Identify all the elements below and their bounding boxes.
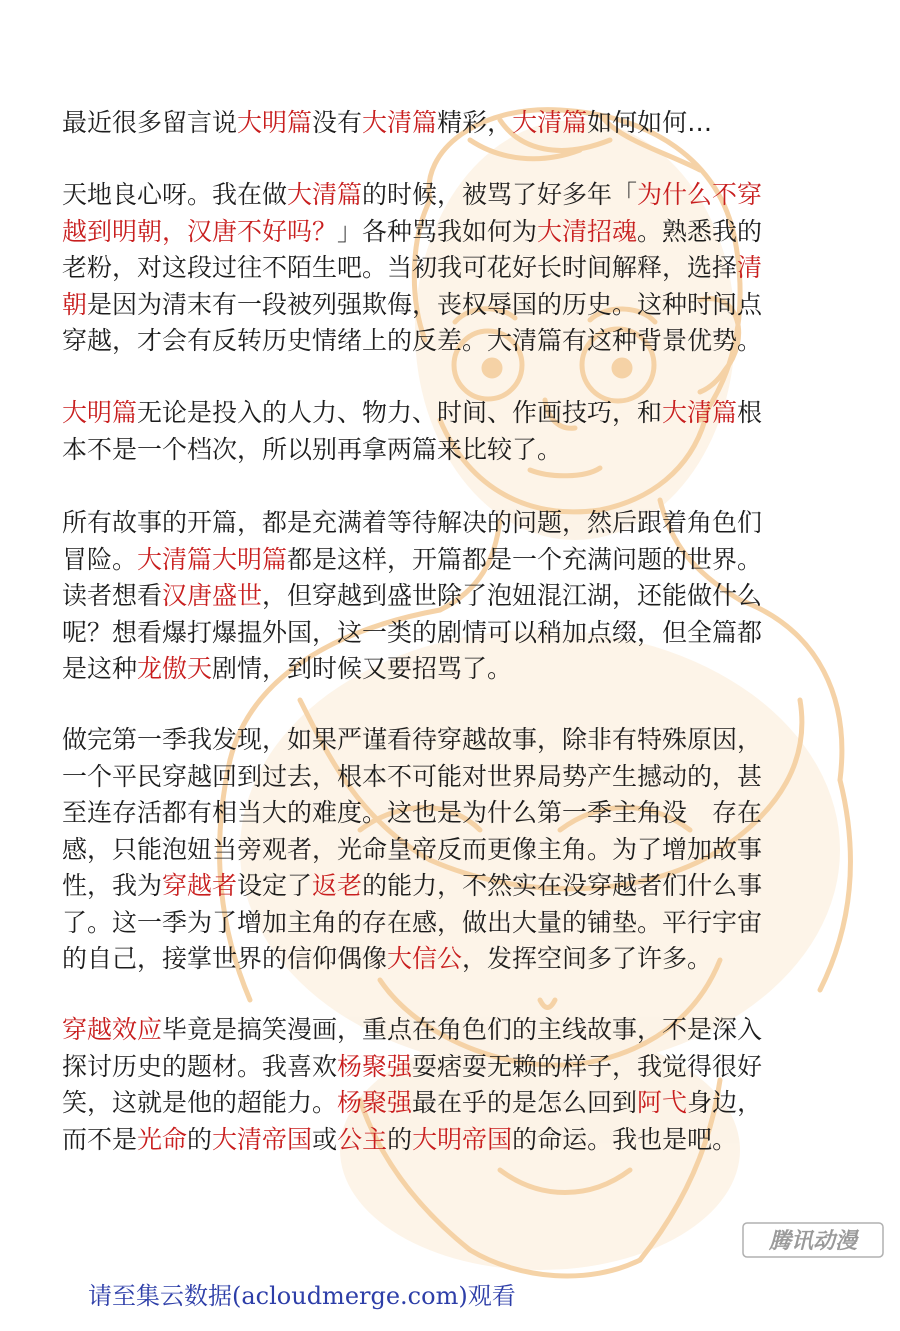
text-segment: 都是这样，开篇都是一个充满问题的世界。	[287, 544, 763, 574]
highlighted-term: 穿越者	[162, 871, 238, 900]
text-segment: 毕竟是搞笑漫画，重点在角色们的主线故事，不是深入	[162, 1015, 763, 1044]
highlighted-term: 龙傲天	[137, 654, 213, 683]
text-segment: 性，我为	[62, 871, 163, 900]
text-segment: 感，只能泡妞当旁观者，光命皇帝反而更像主角。为了增加故事	[62, 834, 763, 864]
text-segment: 没有	[312, 108, 363, 137]
highlighted-term: 清	[737, 253, 763, 282]
paragraph	[62, 1012, 762, 1158]
text-segment: 天地良心呀。我在做	[62, 180, 288, 209]
text-segment: 」各种骂我如何为	[337, 216, 538, 246]
text-segment: 而不是	[62, 1124, 138, 1154]
source-footer-text: 请至集云数据(acloudmerge.com)观看	[88, 1282, 516, 1310]
highlighted-term: 为什么不穿	[637, 180, 763, 209]
highlighted-term: 大清篇	[362, 108, 438, 137]
text-segment: 是这种	[62, 654, 138, 683]
text-line	[62, 941, 762, 978]
highlighted-term: 大清招魂	[537, 216, 638, 246]
highlighted-term: 杨聚强	[337, 1051, 413, 1081]
text-segment: ，但穿越到盛世除了泡妞混江湖，还能做什么	[262, 581, 763, 610]
text-segment: 根	[737, 398, 763, 427]
svg-text:腾讯动漫: 腾讯动漫	[768, 1229, 858, 1254]
text-line	[62, 795, 762, 832]
text-line	[62, 505, 762, 542]
highlighted-term: 大明篇	[237, 108, 313, 137]
text-line	[62, 1012, 762, 1049]
text-segment: 所有故事的开篇，都是充满着等待解决的问题，然后跟着角色们	[62, 508, 763, 537]
text-line	[62, 323, 762, 360]
text-segment: 的	[187, 1124, 213, 1154]
highlighted-term: 光命	[137, 1124, 188, 1154]
text-segment: 是因为清末有一段被列强欺侮，丧权辱国的历史。这种时间点	[87, 289, 763, 319]
highlighted-term: 公主	[337, 1124, 388, 1154]
highlighted-term: 大明帝国	[412, 1124, 513, 1154]
text-line	[62, 651, 762, 688]
text-segment: 耍痞耍无赖的样子，我觉得很好	[412, 1051, 763, 1081]
text-line	[62, 868, 762, 905]
text-line	[62, 905, 762, 942]
tencent-comics-watermark-logo	[742, 1222, 884, 1258]
highlighted-term: 汉唐盛世	[162, 581, 263, 610]
highlighted-term: 大清篇	[287, 180, 363, 209]
text-line	[62, 578, 762, 615]
highlighted-term: 穿越效应	[62, 1015, 163, 1044]
text-segment: 了。这一季为了增加主角的存在感，做出大量的铺垫。平行宇宙	[62, 907, 763, 937]
text-segment: 穿越，才会有反转历史情绪上的反差。大清篇有这种背景优势。	[62, 326, 763, 355]
text-line	[62, 1122, 762, 1159]
text-segment: 精彩，	[437, 108, 513, 137]
text-segment: 的能力，不然实在没穿越者们什么事	[362, 871, 763, 900]
text-line	[62, 432, 762, 469]
text-line	[62, 287, 762, 324]
highlighted-term: 大清篇大明篇	[137, 544, 288, 574]
text-segment: 呢？想看爆打爆揾外国，这一类的剧情可以稍加点缀，但全篇都	[62, 617, 763, 647]
paragraph	[62, 177, 762, 360]
text-line	[62, 105, 712, 142]
text-segment: 老粉，对这段过往不陌生吧。当初我可花好长时间解释，选择	[62, 253, 738, 282]
text-line	[62, 615, 762, 652]
highlighted-term: 大信公	[387, 944, 463, 973]
highlighted-term: 大清帝国	[212, 1124, 313, 1154]
text-segment: 无论是投入的人力、物力、时间、作画技巧，和	[137, 398, 663, 427]
text-line	[62, 214, 762, 251]
text-segment: 的	[387, 1124, 413, 1154]
highlighted-term: 越到明朝，汉唐不好吗？	[62, 216, 338, 246]
text-segment: 本不是一个档次，所以别再拿两篇来比较了。	[62, 434, 563, 464]
text-segment: 剧情，到时候又要招骂了。	[212, 654, 513, 683]
text-segment: 如何如何…	[587, 108, 713, 137]
text-line	[62, 832, 762, 869]
text-segment: 的命运。我也是吧。	[512, 1124, 738, 1154]
text-line	[62, 1049, 762, 1086]
text-segment: 至连存活都有相当大的难度。这也是为什么第一季主角没 存在	[62, 798, 763, 827]
highlighted-term: 返老	[312, 871, 363, 900]
highlighted-term: 大清篇	[662, 398, 738, 427]
text-segment: 。熟悉我的	[637, 216, 763, 246]
text-segment: 笑，这就是他的超能力。	[62, 1088, 338, 1117]
text-segment: 读者想看	[62, 581, 163, 610]
text-segment: 探讨历史的题材。我喜欢	[62, 1051, 338, 1081]
text-segment: 的时候，被骂了好多年「	[362, 180, 638, 209]
text-segment: 冒险。	[62, 544, 138, 574]
text-line	[62, 542, 762, 579]
paragraph	[62, 105, 712, 142]
text-line	[62, 395, 762, 432]
text-line	[62, 177, 762, 214]
text-line	[62, 759, 762, 796]
text-segment: 设定了	[237, 871, 313, 900]
highlighted-term: 大清篇	[512, 108, 588, 137]
text-segment: 做完第一季我发现，如果严谨看待穿越故事，除非有特殊原因，	[62, 725, 763, 754]
paragraph	[62, 722, 762, 978]
text-segment: ，发挥空间多了许多。	[462, 944, 713, 973]
highlighted-term: 杨聚强	[337, 1088, 413, 1117]
highlighted-term: 大明篇	[62, 398, 138, 427]
highlighted-term: 朝	[62, 289, 88, 319]
text-segment: 或	[312, 1124, 338, 1154]
paragraph	[62, 395, 762, 468]
paragraph	[62, 505, 762, 688]
text-segment: 最在乎的是怎么回到	[412, 1088, 638, 1117]
text-line	[62, 250, 762, 287]
highlighted-term: 阿弋	[637, 1088, 688, 1117]
text-segment: 最近很多留言说	[62, 108, 238, 137]
text-segment: 的自己，接掌世界的信仰偶像	[62, 944, 388, 973]
text-segment: 身边，	[687, 1088, 763, 1117]
text-line	[62, 1085, 762, 1122]
text-line	[62, 722, 762, 759]
text-segment: 一个平民穿越回到过去，根本不可能对世界局势产生撼动的，甚	[62, 761, 763, 791]
